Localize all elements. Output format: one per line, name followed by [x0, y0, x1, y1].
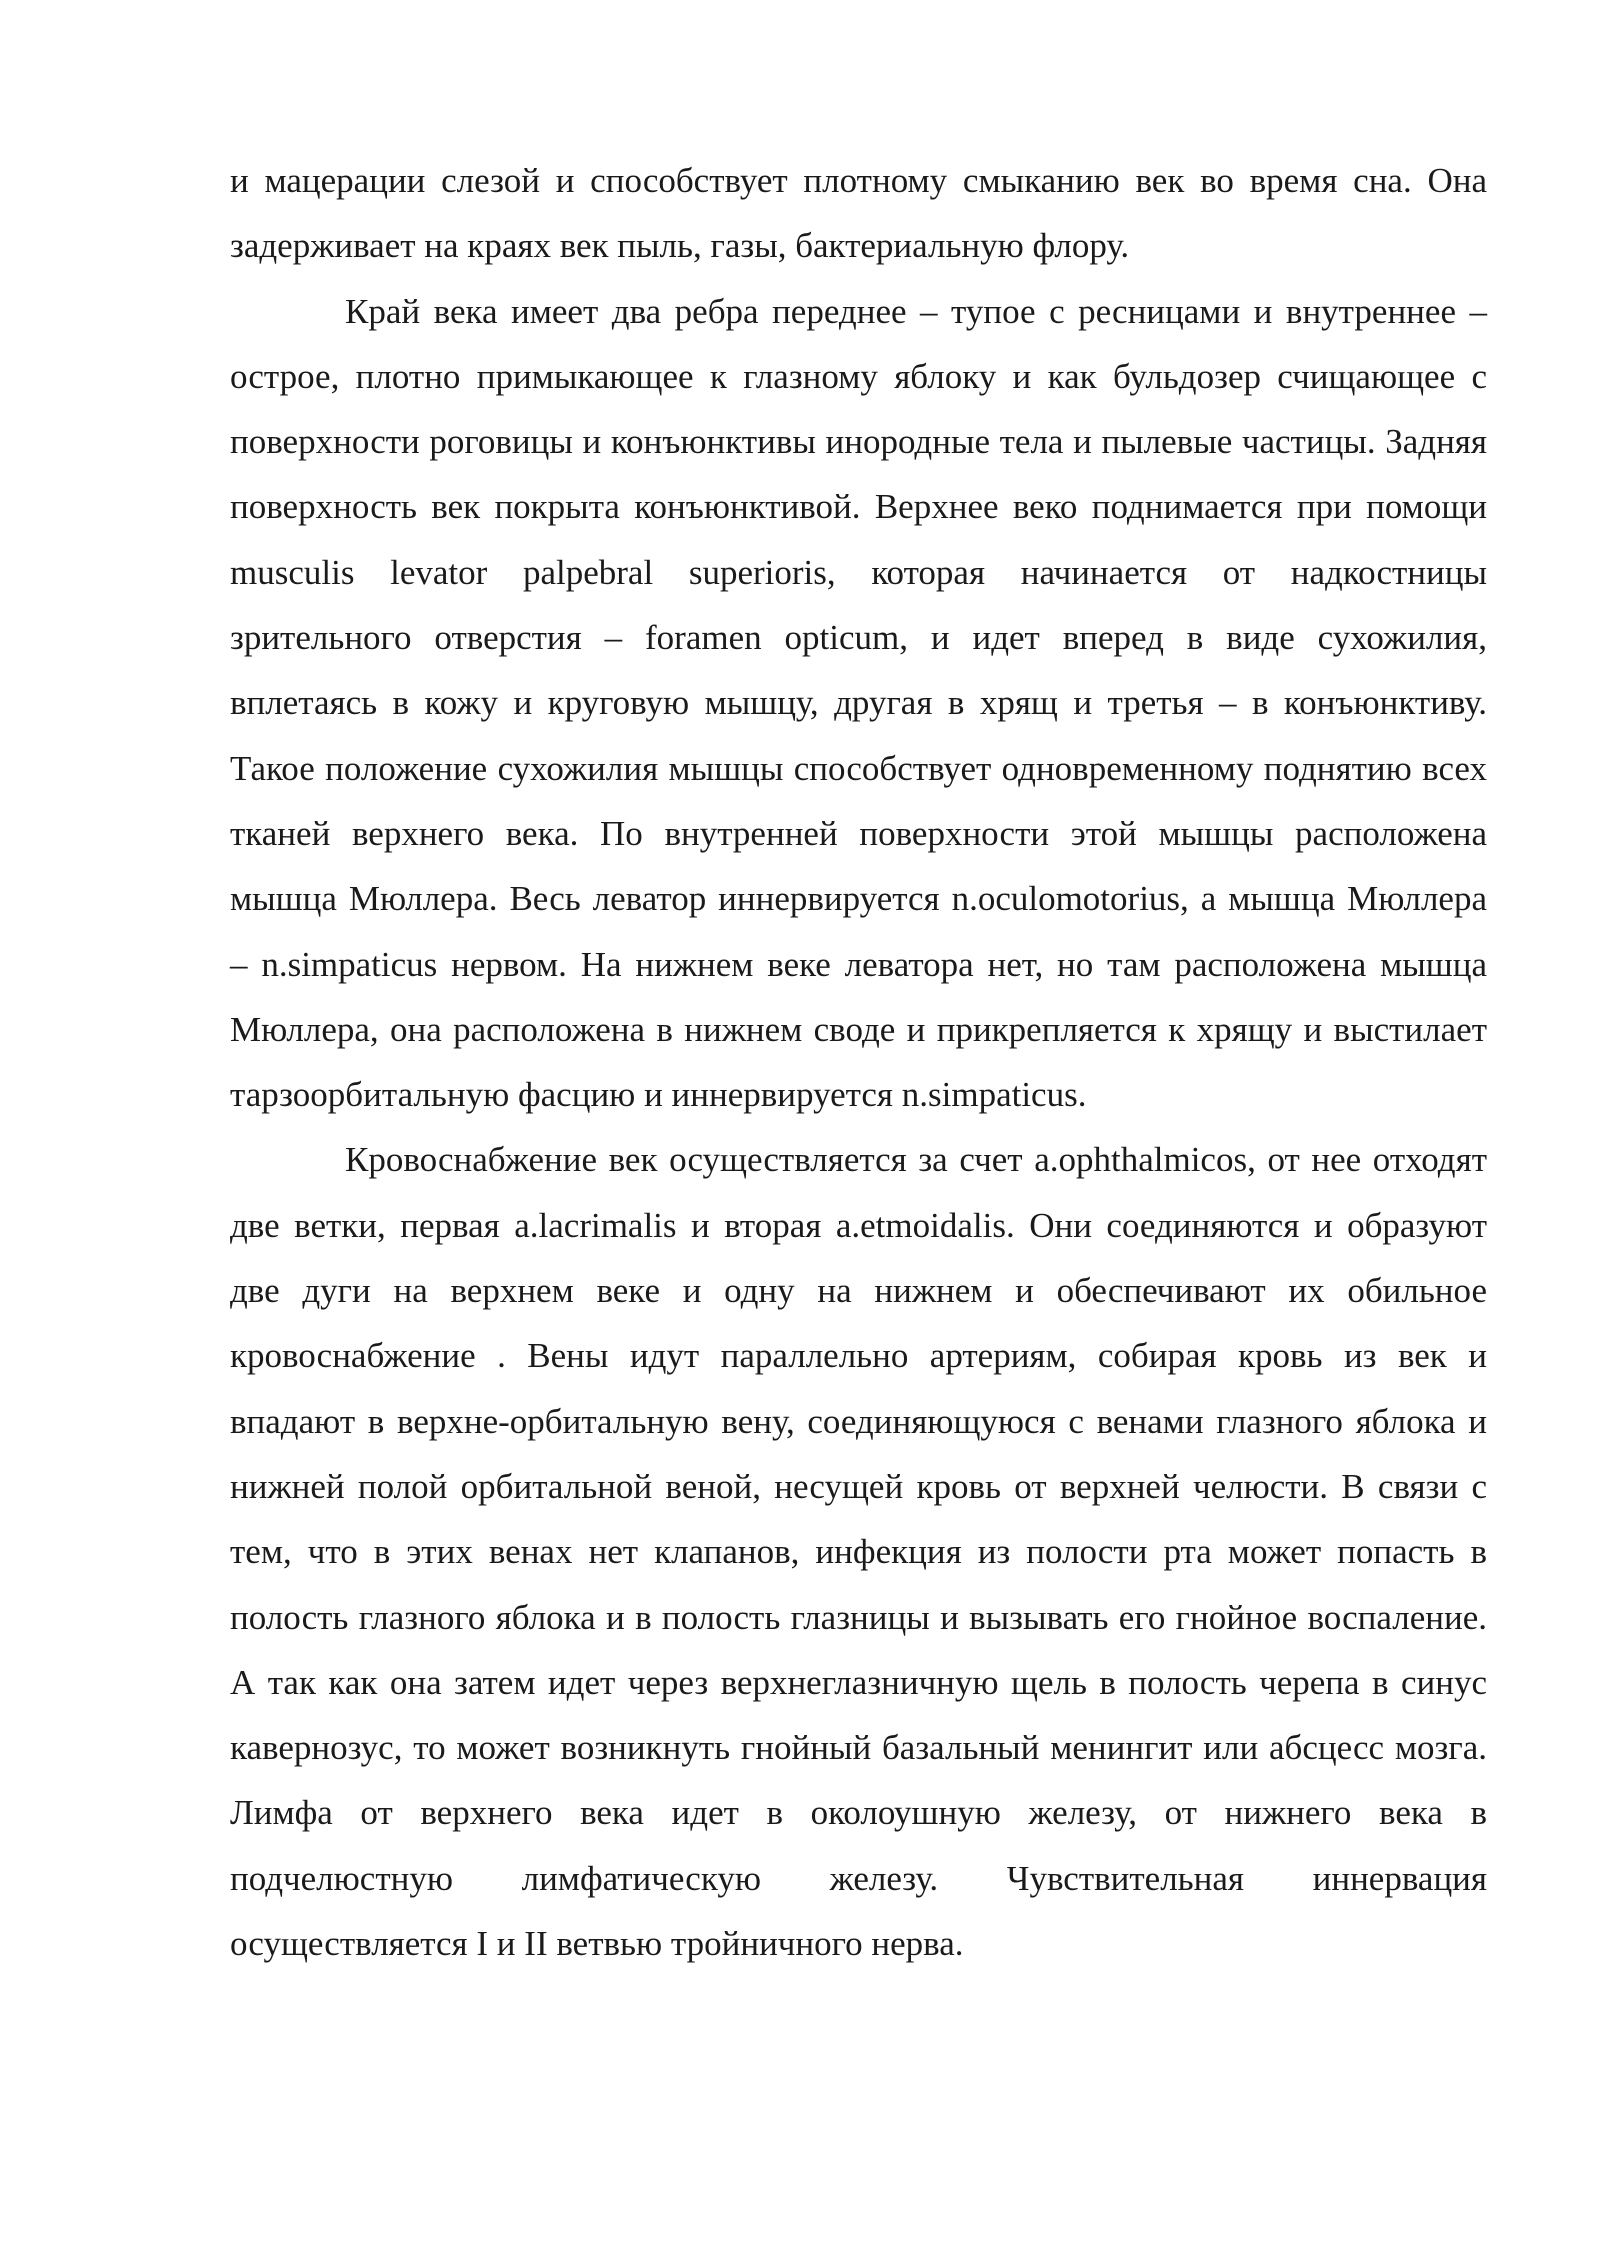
paragraph-blood-supply: Кровоснабжение век осуществляется за счет a.ophthalmicos, от нее отходят две ветки, первая a.lacrimalis и вторая a.etmoidalis. Они соединяются и образуют две дуги на верхнем веке и одну на нижнем и обеспечивают их обильное кровоснабжение . Вены идут параллельно артериям, собирая кровь из век и впадают в верхне-орбитальную вену, соединяющуюся с венами глазного яблока и нижней полой орбитальной веной, несущей кровь от верхней челюсти. В связи с тем, что в этих венах нет клапанов, инфекция из полости рта может попасть в полость глазного яблока и в полость глазницы и вызывать его гнойное воспаление. А так как она затем идет через верхнеглазничную щель в полость черепа в синус кавернозус, то может возникнуть гнойный базальный менингит или абсцесс мозга. Лимфа от верхнего века идет в околоушную железу, от нижнего века в подчелюстную лимфатическую железу. Чувствительная иннервация осуществляется I и II ветвью тройничного нерва. — [230, 1140, 1487, 1964]
paragraph-eyelid-edge: Край века имеет два ребра переднее – тупое с ресницами и внутреннее – острое, плотно примыкающее к глазному яблоку и как бульдозер счищающее с поверхности роговицы и конъюнктивы инородные тела и пылевые частицы. Задняя поверхность век покрыта конъюнктивой. Верхнее веко поднимается при помощи musculis levator palpebral superioris, которая начинается от надкостницы зрительного отверстия – foramen opticum, и идет вперед в виде сухожилия, вплетаясь в кожу и круговую мышцу, другая в хрящ и третья – в конъюнктиву. Такое положение сухожилия мышцы способствует одновременному поднятию всех тканей верхнего века. По внутренней поверхности этой мышцы расположена мышца Мюллера. Весь леватор иннервируется n.oculomotorius, а мышца Мюллера – n.simpaticus нервом. На нижнем веке леватора нет, но там расположена мышца Мюллера, она расположена в нижнем своде и прикрепляется к хрящу и выстилает тарзоорбитальную фасцию и иннервируется n.simpaticus. — [230, 291, 1487, 1115]
paragraph-continuation: и мацерации слезой и способствует плотному смыканию век во время сна. Она задерживает на краях век пыль, газы, бактериальную флору. — [230, 161, 1487, 266]
body-text — [230, 148, 1487, 1976]
